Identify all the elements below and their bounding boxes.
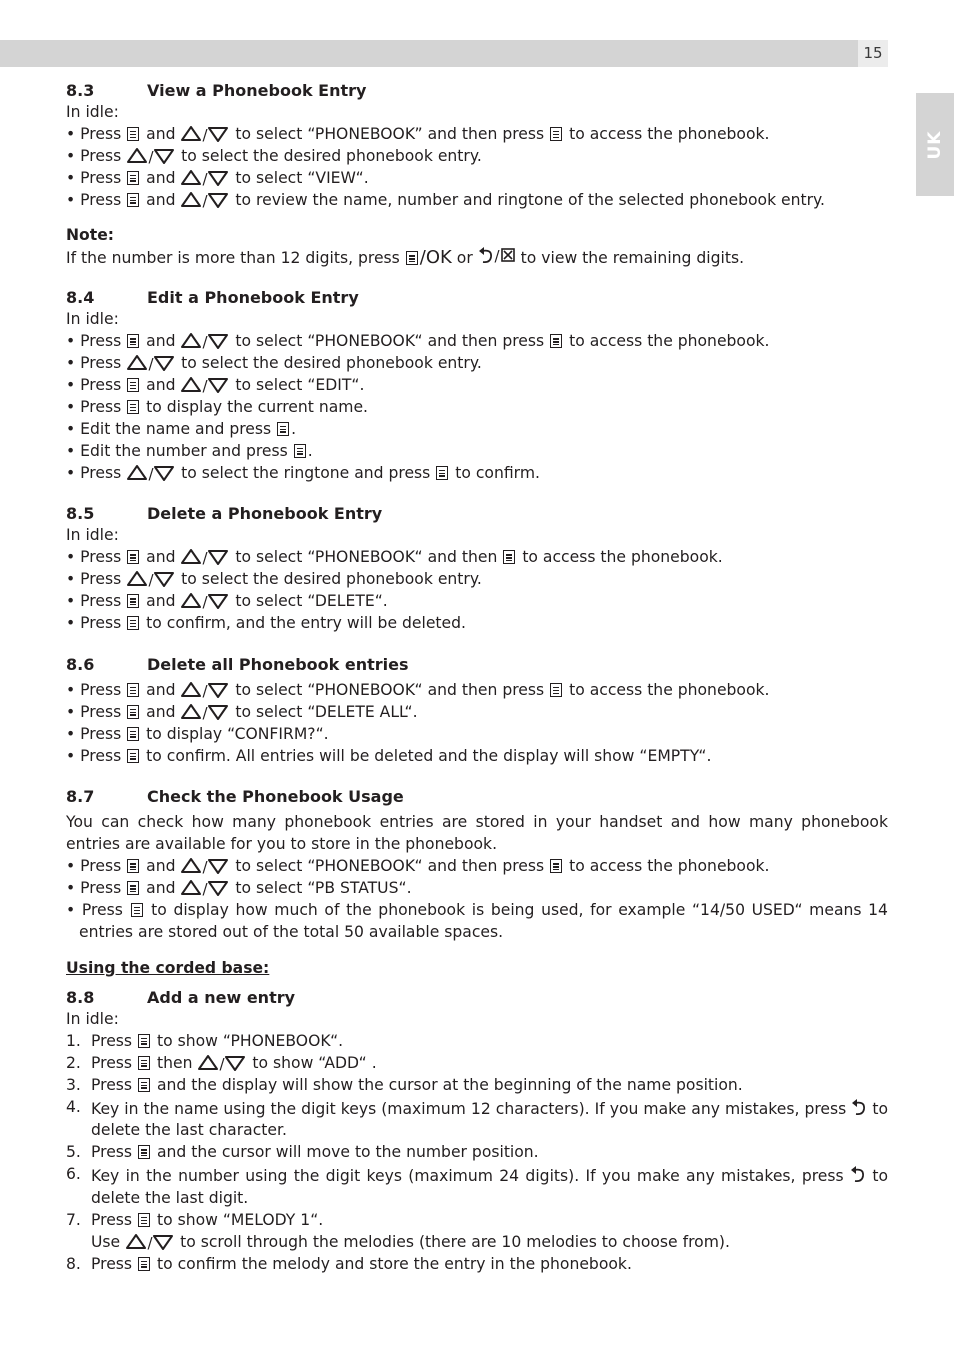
menu-key-icon (127, 334, 139, 348)
menu-key-icon (503, 550, 515, 564)
menu-key-icon (127, 400, 139, 414)
menu-key-icon (138, 1034, 150, 1048)
menu-key-icon (138, 1257, 150, 1271)
list-item: • Press and / to select “DELETE“. (66, 592, 388, 611)
section-heading-8-6 (66, 654, 888, 676)
up-down-arrow-icon (126, 570, 176, 588)
menu-key-icon (138, 1056, 150, 1070)
menu-key-icon (127, 550, 139, 564)
list-item: • Press and / to select “PB STATUS“. (66, 879, 412, 898)
header-bar (0, 40, 858, 67)
section-title: Delete all Phonebook entries (147, 654, 409, 674)
menu-key-icon (550, 334, 562, 348)
list-item: • Press and / to select “EDIT“. (66, 376, 365, 395)
note-label: Note: (66, 226, 115, 245)
list-item: • Press and / to select “PHONEBOOK“ and then press to access the phonebook. (66, 332, 770, 351)
intro-text: In idle: (66, 1009, 119, 1028)
list-item: • Press and / to review the name, number and ringtone of the selected phonebook entry. (66, 190, 826, 209)
svg-text:/: / (202, 880, 208, 897)
list-item: • Press and / to select “PHONEBOOK“ and then to access the phonebook. (66, 548, 723, 567)
svg-text:/: / (202, 377, 208, 394)
menu-key-icon (550, 859, 562, 873)
svg-text:/: / (148, 571, 154, 588)
section-number: 8.7 (66, 787, 95, 807)
up-down-arrow-icon (125, 1233, 175, 1251)
section-heading-8-4 (66, 287, 888, 309)
section-heading-8-8 (66, 987, 888, 1009)
section-number: 8.4 (66, 288, 95, 308)
intro-text: In idle: (66, 103, 119, 121)
menu-key-icon (127, 193, 139, 207)
back-delete-icon (478, 249, 516, 267)
svg-text:/: / (148, 464, 154, 481)
menu-key-icon (127, 727, 139, 741)
up-down-arrow-icon (126, 464, 176, 482)
back-arrow-icon (851, 1100, 867, 1118)
svg-text:/: / (202, 858, 208, 875)
svg-text:/: / (202, 191, 208, 208)
up-down-arrow-icon (126, 354, 176, 372)
list-item: • Press and / to select “VIEW“. (66, 168, 369, 187)
section-heading-8-5 (66, 503, 888, 525)
section-heading-8-3 (66, 80, 888, 102)
list-item: 8. Press to confirm the melody and store the entry in the phonebook. (66, 1254, 632, 1273)
menu-key-icon (131, 903, 143, 917)
menu-key-icon (127, 683, 139, 697)
menu-key-icon (550, 683, 562, 697)
up-down-arrow-icon (180, 125, 230, 143)
up-down-arrow-icon (180, 879, 230, 897)
svg-text:/: / (202, 681, 208, 698)
list-item: • Press / to select the ringtone and press to confirm. (66, 463, 540, 482)
up-down-arrow-icon (180, 592, 230, 610)
menu-key-icon (127, 881, 139, 895)
up-down-arrow-icon (197, 1054, 247, 1072)
list-item: • Edit the name and press . (66, 419, 297, 438)
svg-text:/: / (148, 147, 154, 164)
up-down-arrow-icon (180, 548, 230, 566)
menu-key-icon (127, 594, 139, 608)
list-item: • Press to display “CONFIRM?“. (66, 724, 329, 743)
menu-key-icon (277, 422, 289, 436)
list-item: 4. Key in the name using the digit keys (maximum 12 characters). If you make any mistakes, press to delete the last character. (66, 1097, 888, 1140)
back-arrow-icon (850, 1167, 866, 1185)
list-item: • Press and / to select “PHONEBOOK” and then press to access the phonebook. (66, 124, 770, 143)
list-item: 7. Press to show “MELODY 1“. Use / to scroll through the melodies (there are 10 melodies to choose from). (66, 1211, 730, 1251)
section-number: 8.3 (66, 81, 95, 100)
up-down-arrow-icon (180, 681, 230, 699)
page-number: 15 (858, 40, 888, 67)
svg-text:/: / (147, 1233, 153, 1250)
list-item: • Press / to select the desired phonebook entry. (66, 354, 482, 373)
section-title: View a Phonebook Entry (147, 81, 367, 100)
menu-key-icon (127, 859, 139, 873)
menu-key-icon (138, 1145, 150, 1159)
section-title: Delete a Phonebook Entry (147, 504, 383, 524)
list-item: • Press and / to select “PHONEBOOK“ and then press to access the phonebook. (66, 857, 770, 876)
svg-text:/: / (202, 703, 208, 720)
list-item: • Edit the number and press . (66, 441, 313, 460)
svg-text:/: / (202, 125, 208, 142)
list-item: 6. Key in the number using the digit keys (maximum 24 digits). If you make any mistakes, press to delete the last digit. (66, 1165, 888, 1208)
menu-key-icon (127, 749, 139, 763)
language-tab (916, 93, 954, 196)
section-number: 8.8 (66, 987, 95, 1007)
up-down-arrow-icon (180, 376, 230, 394)
list-item: • Press to display the current name. (66, 397, 369, 416)
up-down-arrow-icon (126, 147, 176, 165)
svg-text:/: / (219, 1054, 225, 1071)
section-heading-8-7 (66, 786, 888, 808)
up-down-arrow-icon (180, 857, 230, 875)
list-item: 2. Press then / to show “ADD“ . (66, 1053, 377, 1072)
section-number: 8.6 (66, 654, 95, 674)
up-down-arrow-icon (180, 169, 230, 187)
svg-text:/: / (202, 333, 208, 350)
list-item: 3. Press and the display will show the cursor at the beginning of the name position. (66, 1075, 743, 1094)
svg-text:/: / (202, 169, 208, 186)
up-down-arrow-icon (180, 191, 230, 209)
list-item: • Press / to select the desired phonebook entry. (66, 570, 482, 589)
menu-key-icon (406, 251, 418, 265)
note-text: If the number is more than 12 digits, press /OK or / to view the remaining digits. (66, 247, 745, 269)
list-item: • Press and / to select “PHONEBOOK“ and then press to access the phonebook. (66, 680, 770, 699)
section-title: Edit a Phonebook Entry (147, 288, 359, 308)
menu-key-icon (127, 378, 139, 392)
section-title: Check the Phonebook Usage (147, 787, 404, 807)
menu-key-icon (127, 705, 139, 719)
list-item: 5. Press and the cursor will move to the number position. (66, 1143, 539, 1162)
menu-key-icon (127, 171, 139, 185)
document-content (66, 80, 888, 1276)
intro-text: In idle: (66, 310, 119, 329)
up-down-arrow-icon (180, 703, 230, 721)
list-item: 1. Press to show “PHONEBOOK“. (66, 1031, 344, 1050)
menu-key-icon (550, 127, 562, 141)
menu-key-icon (127, 127, 139, 141)
list-item: • Press / to select the desired phonebook entry. (66, 146, 482, 165)
menu-key-icon (127, 616, 139, 630)
section-number: 8.5 (66, 504, 95, 524)
svg-text:/: / (202, 549, 208, 566)
subsection-heading: Using the corded base: (66, 958, 270, 977)
list-item: • Press to display how much of the phonebook is being used, for example “14/50 USED“ means 14 entries are stored out of the total 50 available spaces. (66, 901, 888, 941)
svg-text:/: / (202, 593, 208, 610)
language-tab-label: UK (925, 130, 945, 159)
list-item: • Press to confirm. All entries will be deleted and the display will show “EMPTY“. (66, 746, 712, 765)
svg-text:/: / (148, 355, 154, 372)
section-title: Add a new entry (147, 987, 296, 1007)
list-item: • Press to confirm, and the entry will be deleted. (66, 614, 466, 633)
intro-text: In idle: (66, 526, 119, 545)
menu-key-icon (138, 1078, 150, 1092)
menu-key-icon (436, 466, 448, 480)
menu-key-icon (138, 1213, 150, 1227)
up-down-arrow-icon (180, 332, 230, 350)
svg-text:/: / (494, 247, 500, 266)
list-item: • Press and / to select “DELETE ALL“. (66, 702, 418, 721)
menu-key-icon (294, 444, 306, 458)
paragraph: You can check how many phonebook entries are stored in your handset and how many phonebook entries are available for you to store in the phonebook. (66, 813, 888, 854)
